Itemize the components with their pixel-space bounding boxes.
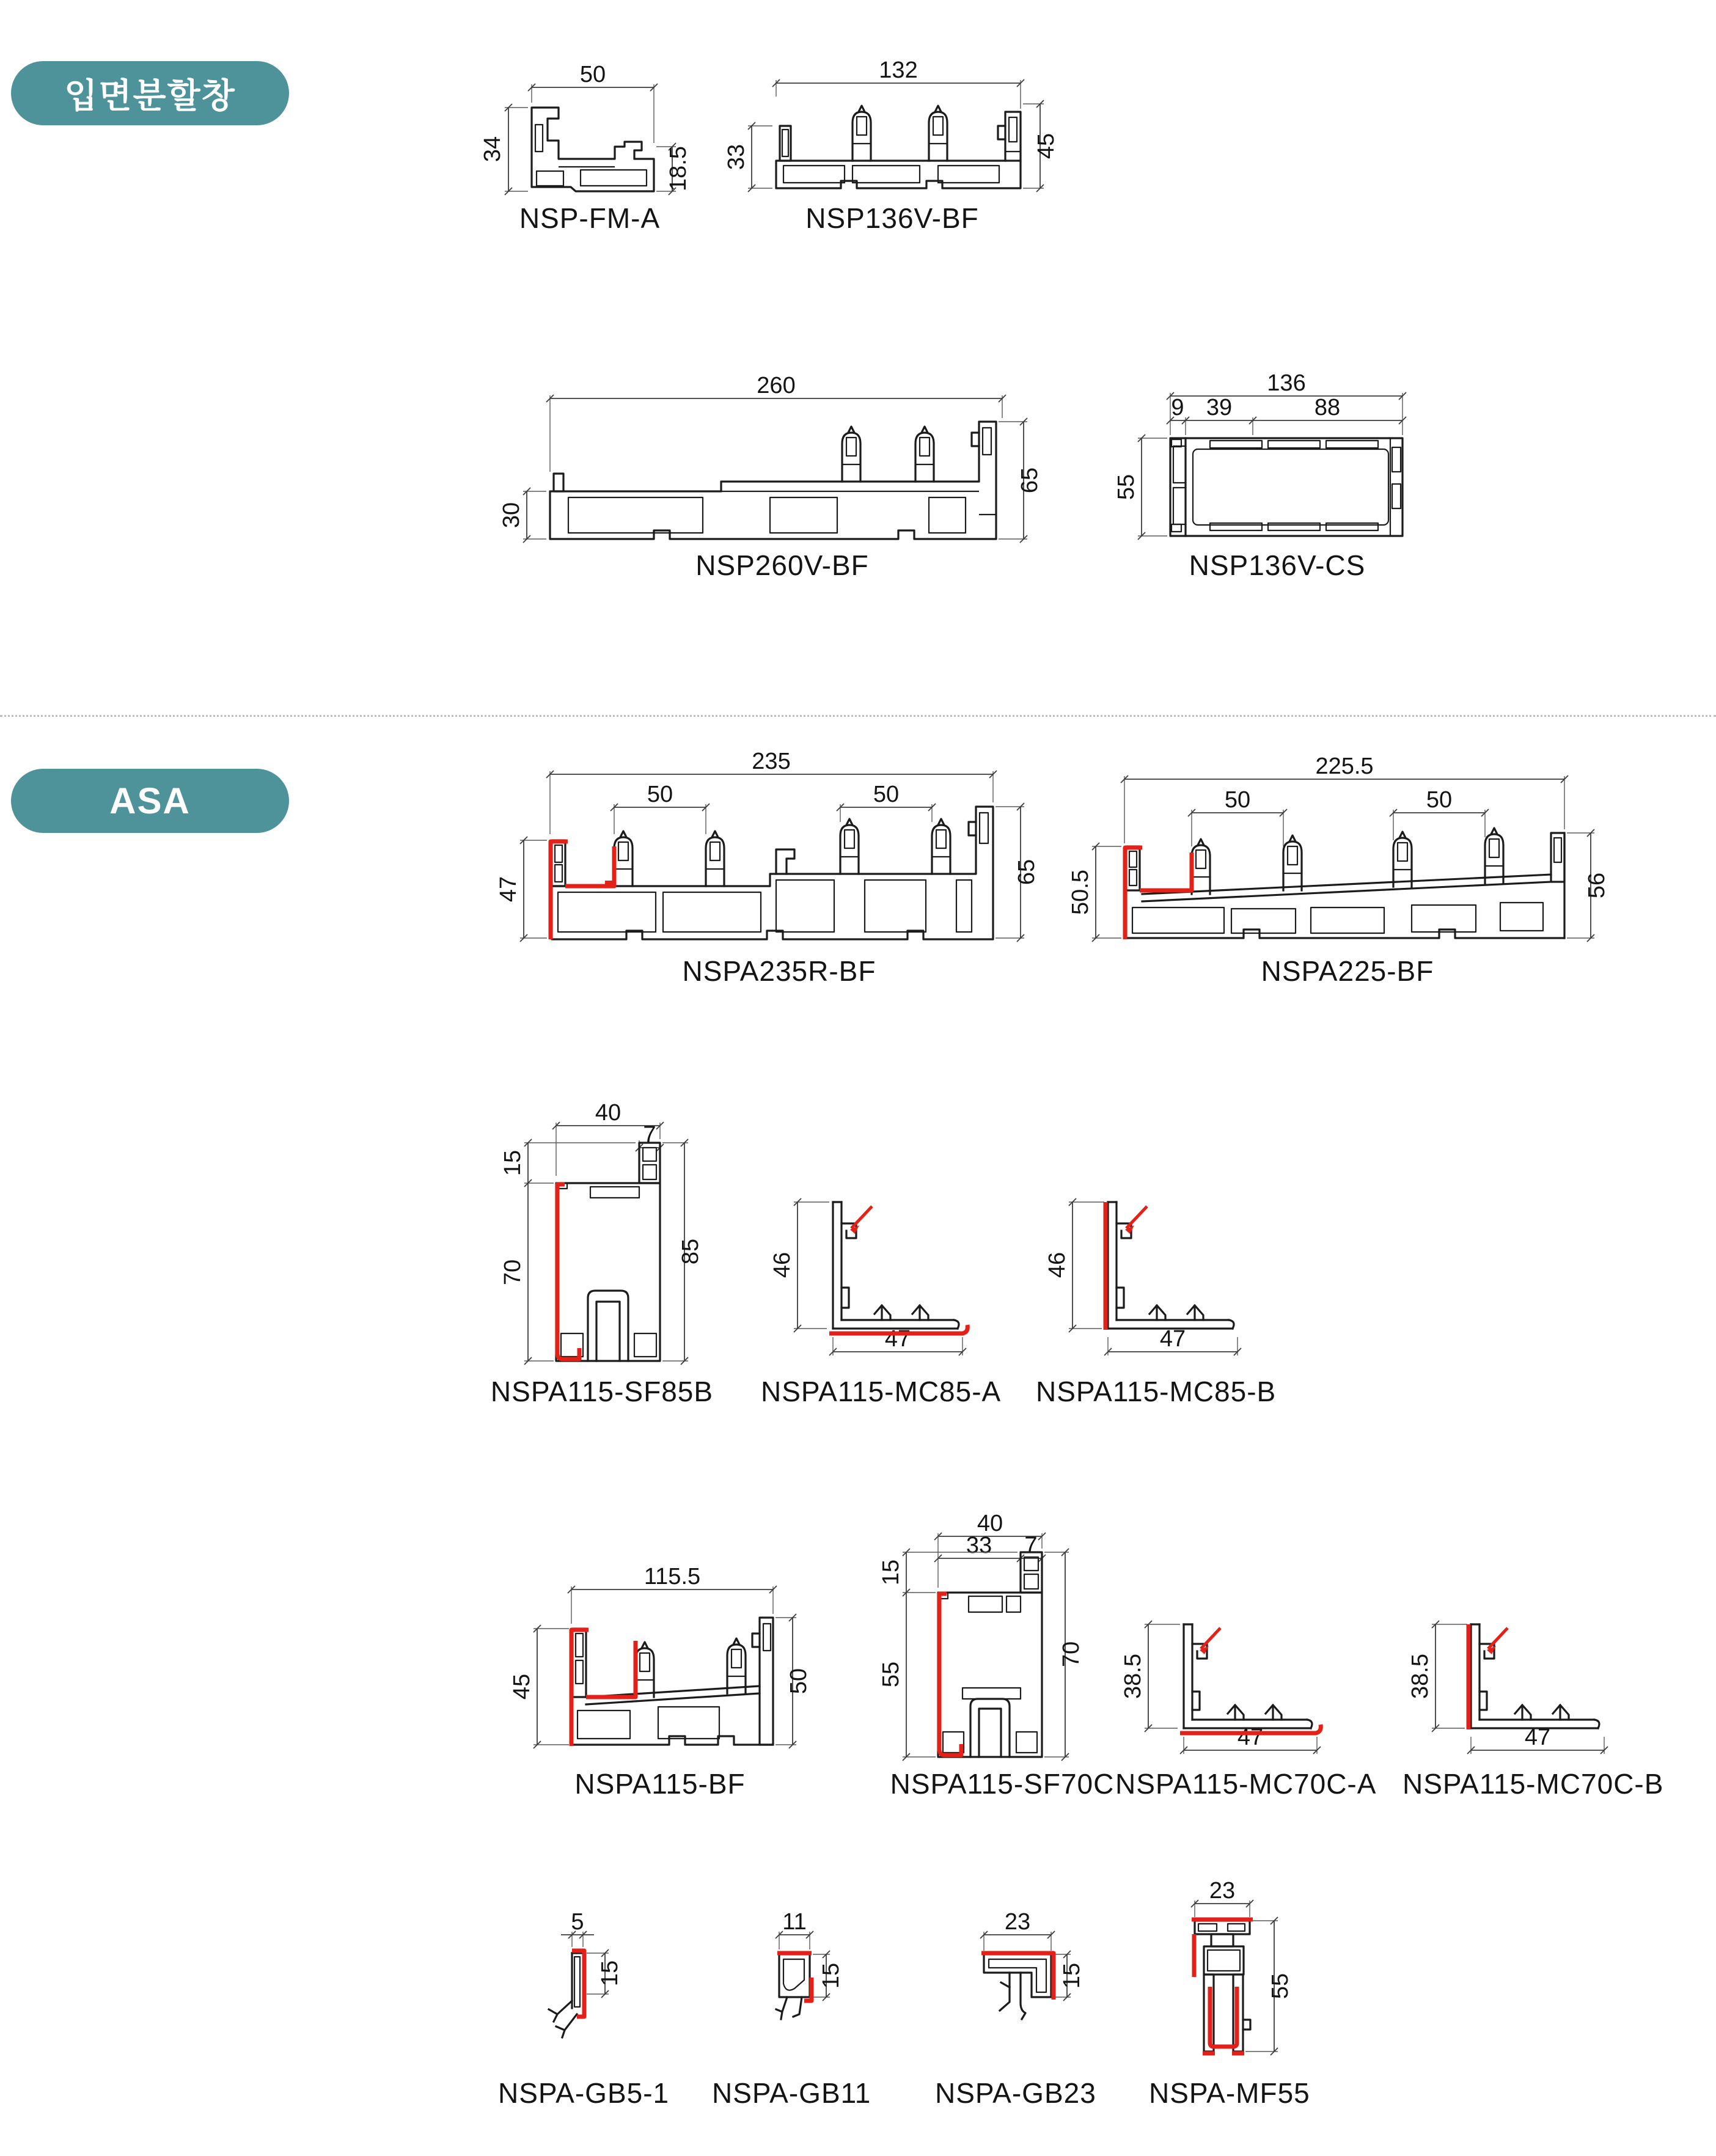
profile-name: NSPA115-SF70C [890,1768,1115,1800]
dim-right: 55 [1267,1973,1293,2000]
profile-name: NSPA115-MC85-A [761,1376,1002,1407]
dim-bottom: 47 [1159,1326,1186,1352]
dim-left: 30 [499,502,524,529]
section-badge-elevation [11,61,289,125]
dimensions [1068,754,1610,942]
dim-right: 15 [818,1962,844,1989]
asa-red-accent [829,1206,967,1333]
dim-sub2: 7 [1024,1533,1038,1558]
profile-outline [938,1552,1042,1757]
profile-figure-nspa-mf55 [1143,1878,1308,2069]
dim-left: 45 [509,1673,535,1700]
profile-outline [571,1618,773,1746]
dim-top: 260 [757,373,796,398]
profile-name: NSPA115-MC70C-B [1402,1768,1664,1800]
profile-figure-nspa115-mc85-a [761,1168,969,1370]
profile-name: NSPA115-MC85-B [1036,1376,1277,1407]
dim-right: 56 [1584,872,1610,899]
dim-left: 47 [496,876,521,903]
profile-name: NSPA115-BF [574,1768,746,1800]
profile-figure-nspa-gb5-1 [513,1909,629,2064]
dim-left: 38.5 [1407,1654,1433,1699]
dim-left: 38.5 [1120,1654,1146,1699]
dim-right: 15 [1059,1962,1085,1989]
asa-red-accent [551,842,614,939]
profile-drawing [509,1564,812,1763]
dim-left: 33 [724,144,749,170]
profile-outline [1170,438,1402,536]
profile-figure-nspa-gb11 [727,1909,844,2064]
dim-top: 235 [752,749,791,774]
profile-name: NSPA115-SF85B [490,1376,714,1407]
dim-left: 34 [480,136,505,163]
profile-drawing [496,749,1054,950]
profile-outline [551,807,993,939]
asa-red-accent [1469,1624,1508,1729]
profile-drawing [941,1909,1088,2064]
dimensions [561,1909,623,1998]
dim-right: 65 [1017,467,1043,494]
dim-left: 46 [1044,1252,1070,1278]
profile-name: NSPA115-MC70C-A [1115,1768,1377,1800]
section-divider [0,715,1716,717]
profile-outline [776,1953,812,2019]
dim-sub2: 50 [873,782,900,807]
profile-figure-nspa225-bf [1068,754,1616,950]
profile-drawing [724,57,1059,197]
dim-sub1: 33 [966,1533,992,1558]
dim-top: 11 [782,1909,807,1935]
dim-top: 40 [977,1511,1003,1536]
profile-drawing [761,1168,969,1370]
profile-outline [1192,1920,1253,2053]
profile-outline [532,108,654,191]
profile-drawing [499,373,1057,545]
dim-bottom: 47 [1524,1725,1551,1750]
dimensions [1044,1198,1241,1355]
dim-left: 46 [769,1252,795,1278]
profile-name: NSP-FM-A [519,202,661,234]
profile-name: NSP136V-CS [1189,549,1366,581]
dim-right: 15 [597,1960,623,1987]
profile-drawing [1036,1168,1244,1370]
profile-drawing [483,1100,721,1370]
dim-left-top: 15 [500,1150,526,1176]
dim-left-top: 15 [878,1559,904,1586]
profile-name: NSPA-GB23 [935,2077,1096,2109]
dim-sub2: 50 [1426,787,1453,813]
profile-drawing [727,1909,844,2064]
profile-outline [550,422,996,539]
dim-right: 18.5 [666,146,691,191]
profile-figure-nsp136v-cs [1113,370,1436,548]
profile-figure-nspa235r-bf [496,749,1054,950]
dimensions [480,62,691,195]
profile-outline [776,106,1021,188]
profile-figure-nspa115-mc70c-b [1402,1600,1610,1764]
profile-figure-nspa-gb23 [941,1909,1088,2064]
section-badge-label: ASA [109,780,191,821]
asa-red-accent [571,1630,636,1746]
dimensions [496,749,1040,942]
dim-right: 70 [1058,1641,1084,1668]
section-badge-label: 입면분할창 [64,76,236,115]
dim-left: 55 [1113,474,1139,501]
profile-figure-nsp-fm-a [480,62,691,197]
dimensions [1407,1621,1608,1754]
dim-right: 45 [1033,133,1059,160]
profile-name: NSPA235R-BF [682,955,876,987]
profile-drawing [513,1909,629,2064]
profile-name: NSPA-GB11 [712,2077,871,2109]
dim-sub3: 88 [1314,395,1341,420]
dim-left: 70 [500,1259,526,1286]
asa-red-accent [1106,1202,1147,1330]
dim-top: 40 [595,1100,622,1126]
profile-outline [556,1143,660,1361]
dim-sub: 7 [643,1122,656,1148]
dim-top: 136 [1267,370,1306,396]
profile-drawing [1115,1600,1323,1764]
asa-red-accent [777,1953,812,2001]
dim-sub1: 50 [647,782,673,807]
dim-left: 55 [878,1661,904,1688]
dim-top: 225.5 [1315,754,1374,779]
profile-name: NSPA225-BF [1261,955,1434,987]
profile-name: NSPA-MF55 [1149,2077,1310,2109]
dimensions [500,1100,703,1365]
profile-figure-nspa115-bf [509,1564,812,1763]
section-badge-asa [11,769,289,833]
profile-outline [1125,828,1564,939]
profile-outline [829,1202,967,1333]
dim-top: 5 [571,1909,584,1935]
profile-drawing [480,62,691,197]
dim-sub1: 50 [1224,787,1251,813]
profile-drawing [1068,754,1616,950]
dim-top: 50 [579,62,606,87]
profile-drawing [871,1511,1134,1763]
dim-top: 23 [1209,1878,1236,1904]
dimensions [509,1564,812,1748]
dim-top: 23 [1004,1909,1031,1935]
dim-bottom: 47 [1237,1725,1264,1750]
dim-left: 50.5 [1068,870,1093,915]
profile-outline [981,1953,1054,2019]
dim-right: 85 [678,1238,703,1265]
profile-figure-nspa115-mc70c-a [1115,1600,1323,1764]
profile-outline [1106,1202,1234,1330]
profile-figure-nspa115-sf85b [483,1100,721,1370]
dimensions [1113,370,1406,540]
profile-figure-nspa115-sf70c [871,1511,1134,1763]
profile-drawing [1113,370,1436,548]
profile-outline [549,1951,584,2037]
asa-red-accent [939,1594,961,1755]
dim-sub2: 39 [1206,395,1233,420]
dim-sub1: 9 [1171,395,1184,420]
profile-drawing [1143,1878,1308,2069]
profile-drawing [1402,1600,1610,1764]
profile-name: NSPA-GB5-1 [498,2077,670,2109]
dim-right: 50 [786,1668,812,1695]
profile-figure-nspa115-mc85-b [1036,1168,1244,1370]
dim-top: 132 [879,57,918,83]
profile-name: NSP260V-BF [695,549,869,581]
profile-name: NSP136V-BF [805,202,979,234]
dim-right: 65 [1014,859,1040,886]
profile-figure-nsp136v-bf [724,57,1059,197]
profile-outline [1469,1624,1599,1729]
dim-top: 115.5 [644,1564,701,1590]
dim-bottom: 47 [884,1326,911,1352]
dimensions [878,1511,1084,1761]
profile-figure-nsp260v-bf [499,373,1057,545]
profile-outline [1180,1624,1321,1733]
